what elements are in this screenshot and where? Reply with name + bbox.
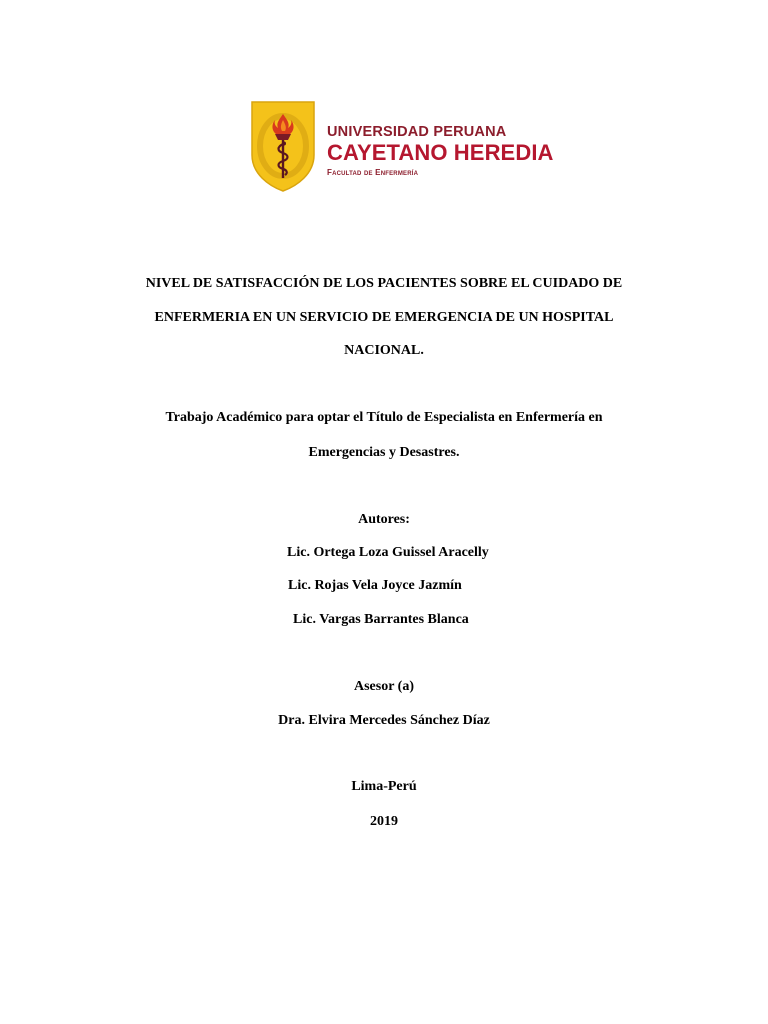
university-name-line1: UNIVERSIDAD PERUANA [327, 124, 507, 140]
purpose-line-2: Emergencias y Desastres. [308, 445, 460, 460]
university-wordmark [327, 124, 554, 179]
advisor-heading: Asesor (a) [353, 679, 414, 694]
title-line-1: NIVEL DE SATISFACCIÓN DE LOS PACIENTES SOBRE EL CUIDADO DE [145, 276, 623, 291]
authors-heading: Autores: [358, 512, 410, 527]
year: 2019 [370, 814, 398, 829]
purpose-line-1: Trabajo Académico para optar el Título de Especialista en Enfermería en [165, 410, 603, 425]
faculty-name: Facultad de Enfermería [327, 168, 419, 177]
university-name-line2: CAYETANO HEREDIA [327, 140, 554, 165]
university-seal-icon [249, 100, 317, 192]
advisor-name: Dra. Elvira Mercedes Sánchez Díaz [278, 713, 490, 728]
title-line-2: ENFERMERIA EN UN SERVICIO DE EMERGENCIA DE UN HOSPITAL [154, 310, 614, 325]
author-3: Lic. Vargas Barrantes Blanca [293, 612, 469, 627]
place: Lima-Perú [351, 779, 417, 794]
university-logo [249, 100, 554, 195]
author-2: Lic. Rojas Vela Joyce Jazmín [288, 578, 462, 593]
title-line-3: NACIONAL. [344, 343, 424, 358]
author-1: Lic. Ortega Loza Guissel Aracelly [287, 545, 489, 560]
